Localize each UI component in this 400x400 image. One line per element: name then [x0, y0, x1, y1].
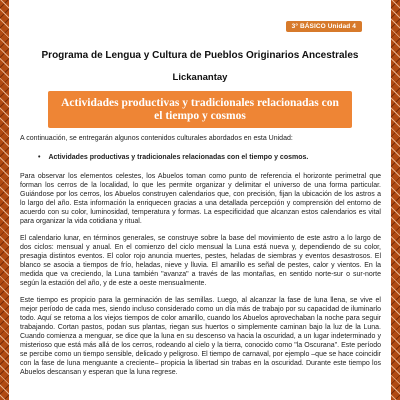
program-title: Programa de Lengua y Cultura de Pueblos Originarios Ancestrales — [41, 50, 359, 61]
list-item-text: Actividades productivas y tradicionales relacionadas con el tiempo y cosmos. — [48, 154, 309, 161]
document-body — [20, 134, 381, 385]
grade-unit-badge: 3° BÁSICO Unidad 4 — [286, 21, 362, 32]
paragraph-horizon: Para observar los elementos celestes, los Abuelos toman como punto de referencia el horizonte perimetral que forman los cerros de la localidad, lo que les permite organizar y delimitar el universo de una forma particular. Guiándose por los cerros, los Abuelos construyen calendarios que, con precisión, fijan la ubicación de los astros a lo largo del año. Esta información la enriquecen gracias a una detallada percepción y comprensión del entorno de acuerdo con su color, luminosidad, temperatura y formas. La especificidad que alcanzan estos calendarios es vital para organizar la vida cotidiana y ritual. — [20, 173, 381, 225]
content-list — [38, 153, 381, 162]
culture-name: Lickanantay — [172, 72, 228, 83]
bullet-icon: • — [38, 154, 41, 161]
paragraph-lunar-phases: Este tiempo es propicio para la germinación de las semillas. Luego, al alcanzar la fase de luna llena, se vive el mejor período de cada mes, siendo incluso considerado como un día más de trabajo por su capacidad de iluminarlo todo. Aquí se retoma a los viejos tiempos de color amarillo, cuando los Abuelos aprovechaban la noche para seguir trabajando. Cortan pastos, podan sus plantas, riegan sus huertos o simplemente caminan bajo la luz de la Luna. Cuando comienza a menguar, se dice que la luna en su descenso va hacia la oscuridad, a un lugar indeterminado y misterioso que está más allá de los cerros, rodeando al cielo y la tierra, conocido como "la Oscurana". Este período se percibe como un tiempo sensible, delicado y peligroso. El tiempo de carnaval, por ejemplo –que se hace coincidir con la fase de luna menguante a creciente– propicia la libertad sin trabas en la oscuridad. Durante este tiempo los Abuelos descansan y esperan que la luna regrese. — [20, 297, 381, 376]
section-title: Actividades productivas y tradicionales relacionadas con el tiempo y cosmos — [61, 96, 339, 122]
paragraph-lunar-calendar: El calendario lunar, en términos generales, se construye sobre la base del movimiento de este astro a lo largo de dos ciclos: mensual y anual. En el comienzo del ciclo mensual la Luna está nueva y, dependiendo de su color, presagia distintos eventos. El color rojo anuncia muertes, pestes, heladas de siembras y eventos desastrosos. El blanco se asocia a tiempos de frío, heladas, nieve y lluvia. El amarillo es señal de pestes, calor y vientos. En la medida que va creciendo, la Luna también "avanza" a través de las montañas, en sentido norte-sur o sur-norte según la estación del año, y de este a oeste mensualmente. — [20, 235, 381, 287]
intro-paragraph: A continuación, se entregarán algunos contenidos culturales abordados en esta Unidad: — [20, 135, 293, 142]
list-item — [38, 153, 381, 162]
section-banner — [48, 91, 352, 128]
